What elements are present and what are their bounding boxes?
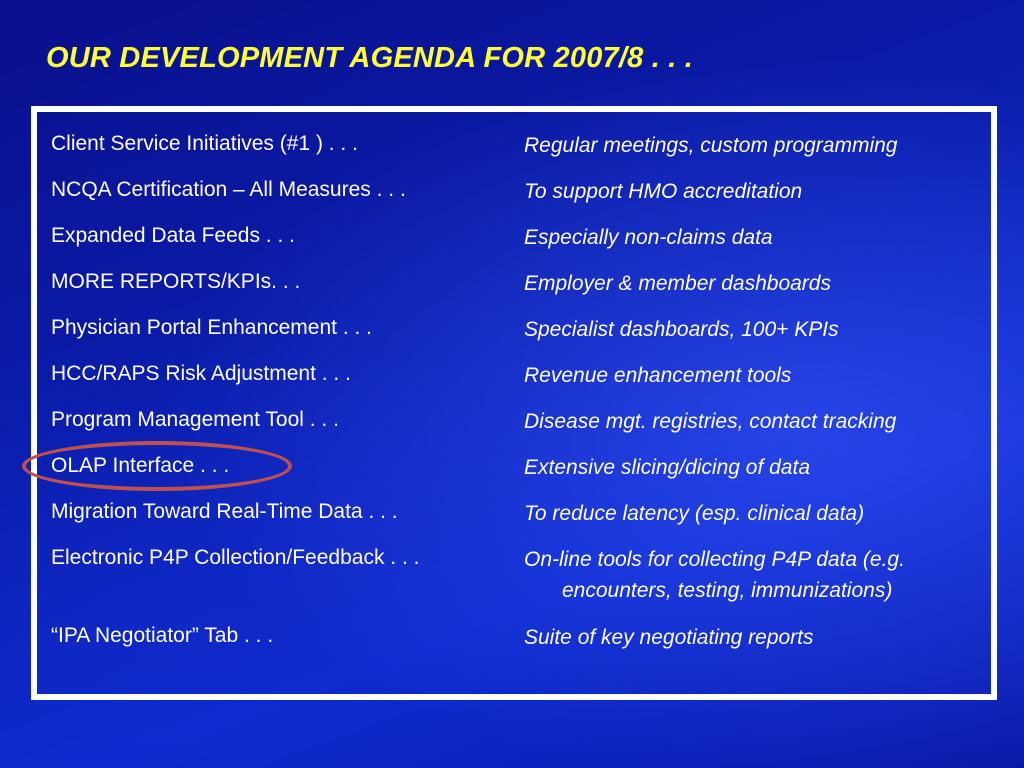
agenda-item: Program Management Tool . . . [51,408,339,431]
agenda-row [37,176,991,220]
agenda-item: Electronic P4P Collection/Feedback . . . [51,546,420,569]
agenda-row [37,452,991,496]
agenda-description: To support HMO accreditation [524,180,803,203]
agenda-row [37,360,991,404]
agenda-row [37,130,991,174]
agenda-description: Specialist dashboards, 100+ KPIs [524,318,839,341]
agenda-description: Suite of key negotiating reports [524,626,814,649]
agenda-item: MORE REPORTS/KPIs. . . [51,270,301,293]
agenda-row [37,498,991,542]
agenda-row [37,544,991,620]
agenda-description: Employer & member dashboards [524,272,831,295]
agenda-item: Expanded Data Feeds . . . [51,224,295,247]
agenda-row [37,406,991,450]
agenda-item: HCC/RAPS Risk Adjustment . . . [51,362,351,385]
agenda-item: NCQA Certification – All Measures . . . [51,178,406,201]
agenda-description: Revenue enhancement tools [524,364,792,387]
slide-title: OUR DEVELOPMENT AGENDA FOR 2007/8 . . . [46,42,693,74]
agenda-row [37,622,991,666]
agenda-description: Disease mgt. registries, contact tracking [524,410,897,433]
agenda-row [37,268,991,312]
agenda-frame [31,106,997,700]
agenda-description: Especially non-claims data [524,226,773,249]
agenda-item: “IPA Negotiator” Tab . . . [51,624,274,647]
agenda-description: To reduce latency (esp. clinical data) [524,502,865,525]
agenda-description: Extensive slicing/dicing of data [524,456,810,479]
agenda-description: On-line tools for collecting P4P data (e.g. encounters, testing, immunizations) [524,548,905,602]
agenda-row [37,314,991,358]
agenda-item: Physician Portal Enhancement . . . [51,316,372,339]
agenda-item: Client Service Initiatives (#1 ) . . . [51,132,358,155]
agenda-description: Regular meetings, custom programming [524,134,898,157]
agenda-row [37,222,991,266]
agenda-item: Migration Toward Real-Time Data . . . [51,500,398,523]
agenda-item: OLAP Interface . . . [51,454,230,477]
